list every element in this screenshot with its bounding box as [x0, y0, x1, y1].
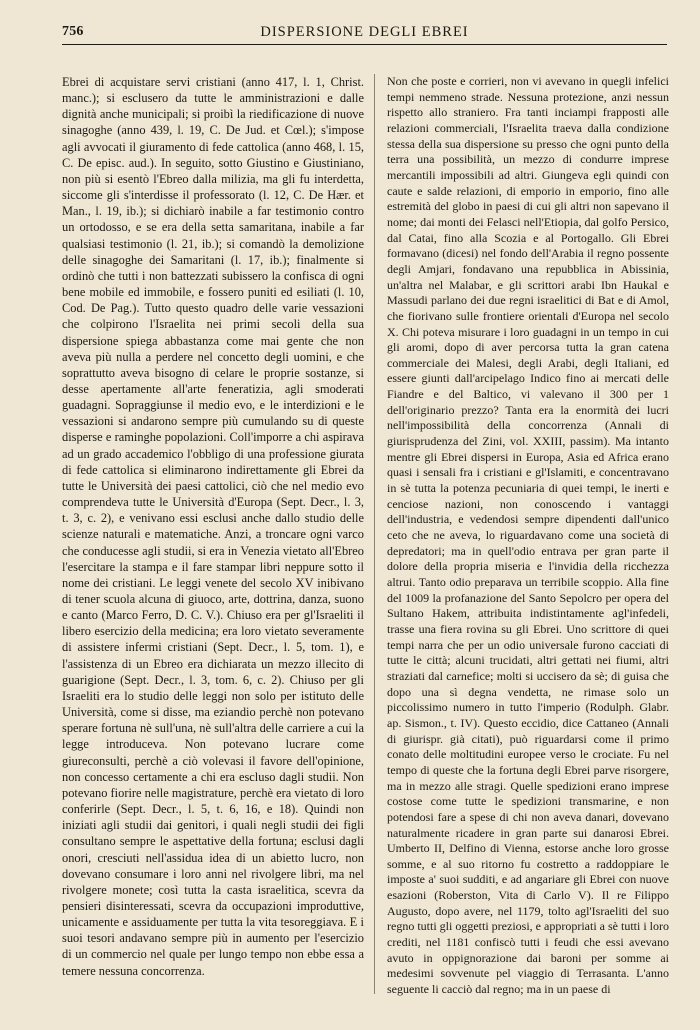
running-title: DISPERSIONE DEGLI EBREI — [260, 24, 469, 40]
left-column — [62, 74, 364, 979]
page-number: 756 — [62, 24, 84, 39]
page-header — [62, 20, 667, 45]
column-divider — [374, 74, 375, 994]
right-column-text: Non che poste e corrieri, non vi avevano in quegli infelici tempi nemmeno strade. Nessuna protezione, anzi nessun rispetto allo straniero. Fra tanti inciampi frapposti alle relazioni commerciali, l'Israelita traeva dalla condizione stessa della sua dispersione su presso che ogni punto della terra una possibilità, un mezzo di condurre imprese mercantili impossibili ad altri. Giungeva egli quindi con caute e salde relazioni, di emporio in emporio, fino alle estremità del globo in paesi di cui gli altri non sapevano il nome; dai monti dei Felasci nell'Etiopia, dal golfo Persico, dal Catai, fino alla Scozia e al Portogallo. Gli Ebrei formavano (dicesi) nel fondo dell'Arabia il regno possente degli Amjari, fondavano una repubblica in Abissinia, un'altra nel Malabar, e gli scrittori arabi Ibn Haukal e Massudi parlano dei due regni israelitici di Bat e di Amol, che fiorivano sulle frontiere orientali d'Europa nel secolo X. Chi poteva misurare i loro guadagni in un tempo in cui gli aromi, dopo di aver percorsa tutta la gran catena commerciale dei Malesi, degli Arabi, degli Italiani, ed essere giunti dall'arcipelago Indico fino ai mercati delle Fiandre e del Baltico, vi valevano il 300 per 1 dell'originario prezzo? Tanta era la enormità dei lucri nell'impossibilità della concorrenza (Annali di giurisprudenza del Zini, vol. XXIII, passim). Ma intanto mentre gli Ebrei dispersi in Europa, Asia ed Africa erano quasi i sensali fra i cristiani e gl'Islamiti, e concentravano in sè tutta la potenza pecuniaria di quei tempi, le inerti e cenciose nazioni, non conoscendo i vantaggi dell'industria, e vedendosi sempre dipendenti dall'unico ceto che ne aveva, lo riguardavano come una società di depredatori; ma in quell'odio entrava per gran parte il dolore della propria miseria e l'invidia della ricchezza altrui. Tanto odio preparava un terribile scoppio. Alla fine del 1009 la profanazione del Santo Sepolcro per opera del Sultano Hakem, attribuita indistintamente agl'infedeli, trasse una fiera rovina su gli Ebrei. Uno scrittore di quei tempi narra che per un odio universale furono cacciati di tutte le città; alcuni trucidati, altri gettati nei fiumi, altri straziati dal carnefice; molti si uccisero da sè; di guisa che dopo una sì degna vendetta, ne rimase solo un piccolissimo numero in tutto l'imperio (Rodulph. Glabr. ap. Sismon., t. IV). Questo eccidio, dice Cattaneo (Annali di giurispr. già citati), può riguardarsi come il primo conato delle moltitudini europee verso le crociate. Fu nel tempo di queste che la fortuna degli Ebrei parve risorgere, ma in mezzo alle stragi. Quelle spedizioni erano imprese costose come tutte le spedizioni transmarine, e non potendosi fare a spese di chi non aveva danari, dovevano naturalmente ricadere in gran parte sui danarosi Ebrei. Umberto II, Delfino di Vienna, estorse anche loro grosse somme, e al suo ritorno fu costretto a raddoppiare le imposte a' suoi sudditi, e ad angariare gli Ebrei con nuove esazioni (Roberston, Vita di Carlo V). Il re Filippo Augusto, dopo avere, nel 1179, tolto agl'Israeliti del suo regno tutti gli oggetti preziosi, e appropriati a sè tutti i loro crediti, nel 1181 confiscò tutti i feudi che essi avevano avuto in oppignorazione dai baroni per somme ai medesimi sovvenute pel viaggio di Terrasanta. L'anno seguente li cacciò dal regno; ma in un paese di — [387, 74, 669, 997]
right-column — [387, 74, 669, 998]
left-column-text: Ebrei di acquistare servi cristiani (anno 417, l. 1, Christ. manc.); si esclusero da tutte le amministrazioni e dalle dignità anche municipali; si proibì la riedificazione di nuove sinagoghe (anno 439, l. 19, C. De Jud. et Cœl.); s'impose agli avvocati il giuramento di fede cattolica (anno 468, l. 15, C. De episc. aud.). In seguito, sotto Giustino e Giustiniano, non più si esentò l'Ebreo dalla milizia, ma gli fu interdetta, siccome gli s'interdisse il professorato (l. 12, C. De Hær. et Man., l. 19, ib.); si dichiarò inabile a far testimonio contro un ortodosso, e se era della setta samaritana, inabile a far qualsiasi testimonio (l. 21, ib.); si comandò la demolizione delle sinagoghe dei Samaritani (l. 17, ib.); finalmente si ordinò che tutti i non battezzati subissero la confisca di ogni bene mobile ed immobile, e fossero puniti ed esiliati (l. 10, Cod. De Pag.). Tutto questo quadro delle varie vessazioni che colpirono l'Israelita nei primi secoli della sua dispersione spiega abbastanza come mai gente che non aveva più nulla a perdere nel concetto degli uomini, e che soprattutto aveva bisogno di celare le proprie sostanze, si desse apertamente all'arte feneratizia, agli smoderati guadagni. Sopraggiunse il medio evo, e le interdizioni e le vessazioni si andarono sempre più cumulando su di queste disperse e raminghe popolazioni. Coll'imporre a chi aspirava ad un grado accademico l'obbligo di una professione giurata di fede cattolica si eliminarono indirettamente gli Ebrei da tutte le Università dei paesi cattolici, ciò che nel medio evo comprendeva tutte le Università d'Europa (Sept. Decr., l. 3, t. 3, c. 2), e venivano essi esclusi anche dallo studio delle scienze naturali e matematiche. Anzi, a troncare ogni varco che conducesse agli studii, si era in Venezia vietato all'Ebreo l'esercitare la stampa e il fare stampar libri neppure sotto il nome dei cristiani. Le leggi venete del secolo XV inibivano di tener scuola alcuna di giuoco, arte, dottrina, danza, suono e canto (Marco Ferro, D. C. V.). Chiuso era per gl'Israeliti il libero esercizio della medicina; era loro vietato severamente di assistere infermi cristiani (Sept. Decr., l. 5, tom. 1), e l'assistenza di un Ebreo era dichiarata un mezzo illecito di guarigione (Sept. Decr., l. 3, tom. 6, c. 2). Chiuso per gli Israeliti era lo studio delle leggi non solo per istituto delle Università, come si disse, ma eziandio perchè non potevano sperare fortuna nè sull'una, nè sull'altra delle carriere a cui la legge introduceva. Non potevano lucrare come giureconsulti, perchè a ciò volevasi il favore dell'opinione, non concesso certamente a chi era escluso dagli studii. Non potevano fiorire nelle magistrature, perchè era vietato di loro conferirle (Sept. Decr., l. 5, t. 6, 16, e 18). Quindi non iniziati agli studii dai genitori, i quali negli studii dei figli consultano sempre le aspettative della fortuna; esclusi dagli onori, cresciuti nell'assidua idea di un abietto lucro, non dovevano consumare i loro anni nel rivolgere libri, ma nel rivolgere monete; così tutta la casta israelitica, scevra da pensieri disinteressati, scevra da occupazioni improduttive, unicamente e assiduamente per tutta la vita tesoreggiava. E i suoi tesori andavano sempre più in aumento per l'esercizio di un commercio nel quale per lungo tempo non ebbe essa a temere nessuna concorrenza. — [62, 75, 364, 978]
